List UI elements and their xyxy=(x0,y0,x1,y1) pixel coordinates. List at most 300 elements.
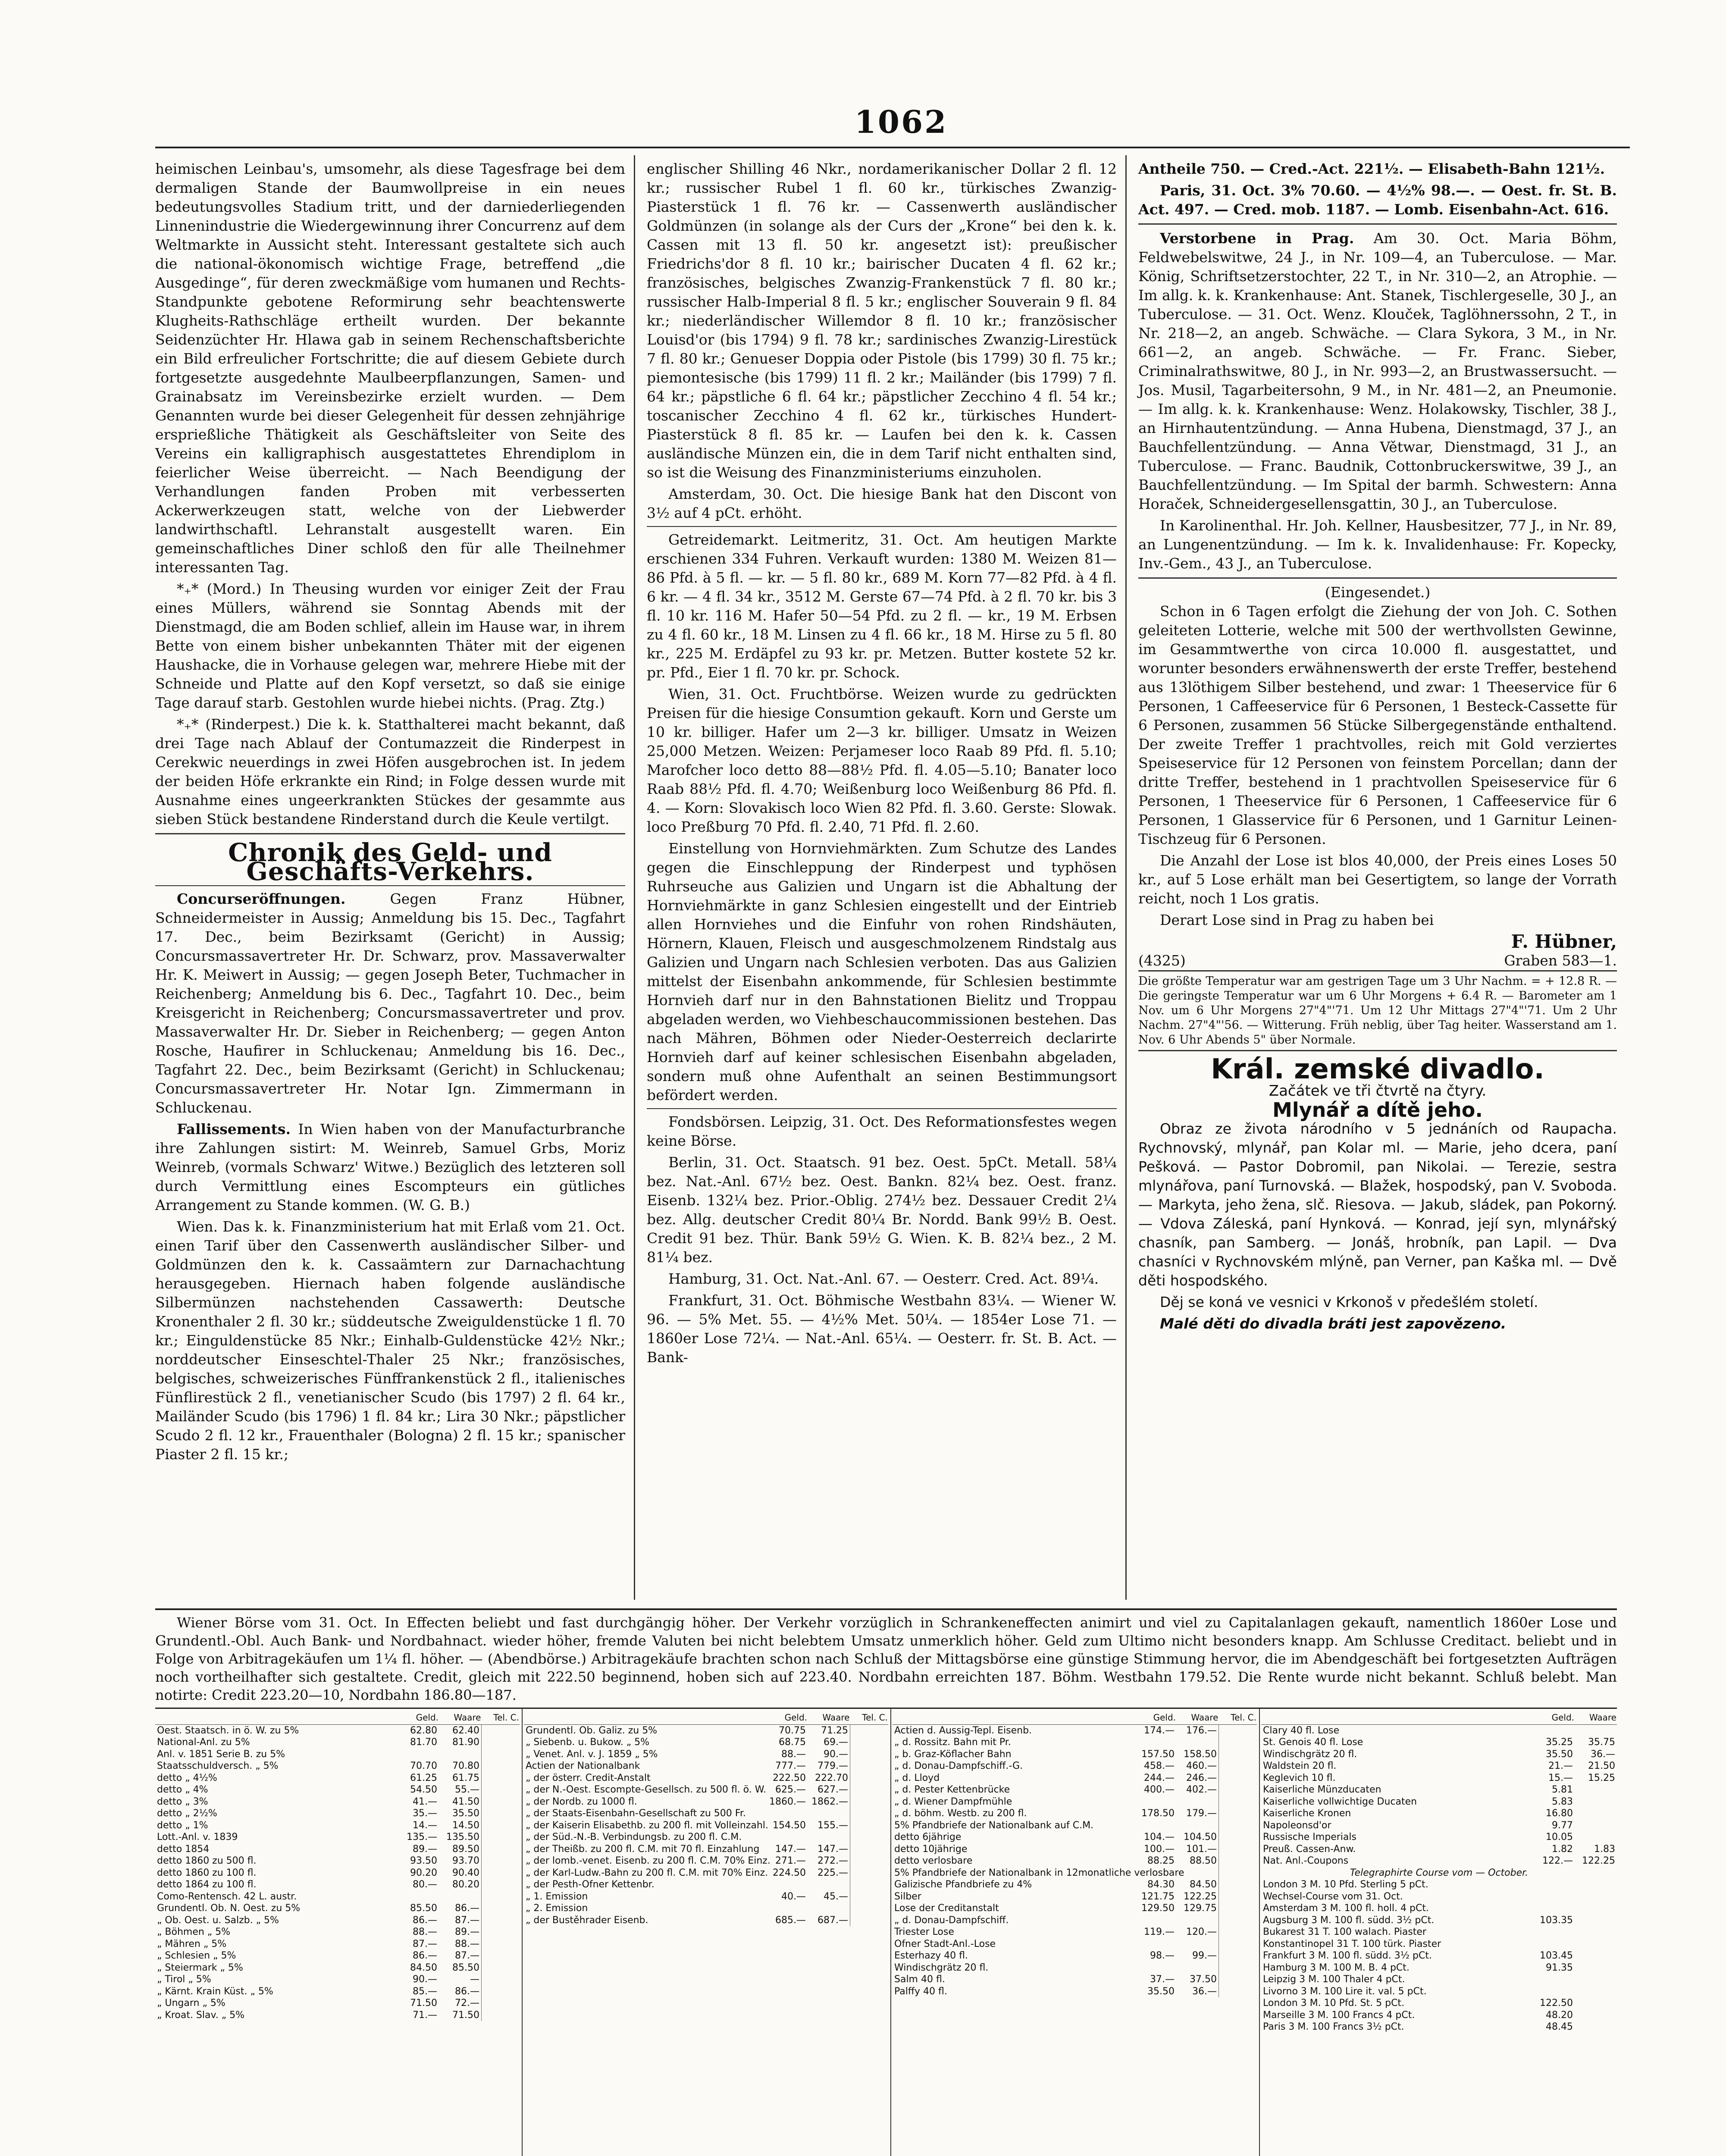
table-row xyxy=(524,1772,888,1784)
table-row xyxy=(524,1820,888,1832)
telegraph-cell xyxy=(1219,1962,1257,1974)
telegraph-cell xyxy=(1219,1772,1257,1784)
bid-price: 271.— xyxy=(775,1855,806,1866)
security-name: „ d. Lloyd xyxy=(894,1772,940,1783)
bid-price xyxy=(1134,1915,1176,1927)
bid-price: 86.— xyxy=(413,1950,437,1961)
security-name: „ d. Pester Kettenbrücke xyxy=(894,1784,1010,1795)
ask-price xyxy=(1575,1820,1617,1832)
table-row xyxy=(893,1843,1257,1855)
bid-price: 48.20 xyxy=(1546,2009,1573,2021)
security-name: „ der Staats-Eisenbahn-Gesellschaft zu 500 Fr. xyxy=(526,1808,746,1819)
column-divider xyxy=(634,155,635,1600)
ask-price: 222.70 xyxy=(815,1772,848,1783)
article-text: In Wien haben von der Manufacturbranche ihre Zahlungen sistirt: M. Weinreb, Samuel Grbs, Moriz Weinreb, (vormals Schwarz' Witwe.) Bezüglich des letzteren soll durch Vermittlung eines Escompteurs ein gütliches Arrangement zu Stande kommen. (W. G. B.) xyxy=(155,1121,625,1213)
article-paragraph: Getreidemarkt. Leitmeritz, 31. Oct. Am heutigen Markte erschienen 334 Fuhren. Verkauft wurden: 1380 M. Weizen 81—86 Pfd. à 5 fl. — kr. — 5 fl. 80 kr., 689 M. Korn 77—82 Pfd. à 4 fl. 6 kr. — 4 fl. 34 kr., 3512 M. Gerste 67—74 Pfd. à 2 fl. 70 kr. bis 3 fl. 10 kr. 116 M. Hafer 50—54 Pfd. zu 2 fl. — kr., 19 M. Erbsen zu 4 fl. 60 kr., 18 M. Linsen zu 4 fl. 66 kr., 18 M. Hirse zu 5 fl. 80 kr., 225 M. Erdäpfel zu 93 kr. pr. Metzen. Butter kostete 52 kr. pr. Pfd., Eier 1 fl. 70 kr. pr. Schock. xyxy=(647,531,1117,681)
table-row xyxy=(893,1796,1257,1808)
col-header-tel: Tel. C. xyxy=(482,1711,520,1724)
telegraph-cell xyxy=(850,1831,889,1843)
table-row xyxy=(1261,1772,1617,1784)
ask-price: 89.50 xyxy=(452,1843,479,1855)
security-name: „ d. böhm. Westb. zu 200 fl. xyxy=(894,1808,1027,1819)
security-name: detto 1860 zu 100 fl. xyxy=(157,1867,257,1878)
ask-price: 104.50 xyxy=(1184,1832,1217,1843)
telegraph-cell xyxy=(850,1879,889,1891)
article-paragraph: Antheile 750. — Cred.-Act. 221½. — Elisabeth-Bahn 121½. xyxy=(1138,160,1605,177)
subheading: Verstorbene in Prag. xyxy=(1160,230,1354,247)
bid-price: 80.— xyxy=(413,1879,437,1890)
telegraph-cell xyxy=(482,1796,520,1808)
telegraph-cell xyxy=(1219,1950,1257,1962)
table-row xyxy=(524,1891,888,1903)
bid-price: 685.— xyxy=(775,1915,806,1926)
col-header-tel: Tel. C. xyxy=(1219,1711,1257,1724)
col-header-geld: Geld. xyxy=(1134,1711,1176,1724)
table-row xyxy=(893,1760,1257,1772)
table-row xyxy=(1261,1784,1617,1796)
theatre-cast: Obraz ze života národního v 5 jednáních od Raupacha. Rychnovský, mlynář, pan Kolar ml. — Marie, jeho dcera, paní Pešková. — Pastor Dobromil, pan Nikolai. — Terezie, sestra mlynářova, paní Turnovská. — Blažek, hospodský, pan V. Svoboda. — Markyta, jeho žena, slč. Riesova. — Jakub, sládek, pan Pokorný. — Vdova Záleská, paní Hynková. — Konrad, její syn, mlynářský chasník, pan Samberg. — Jonáš, hrobník, pan Lapil. — Dva chasníci v Rychnovském mlýně, pan Verner, pan Kaška ml. — Dvě děti hospodského. xyxy=(1138,1120,1617,1289)
security-name: detto „ 4% xyxy=(157,1784,208,1795)
section-rule xyxy=(647,526,1117,527)
telegraph-cell xyxy=(1219,1784,1257,1796)
bid-price: 157.50 xyxy=(1141,1749,1175,1760)
telegraph-cell xyxy=(482,1772,520,1784)
telegraph-cell xyxy=(482,1879,520,1891)
telegraph-cell xyxy=(482,1926,520,1938)
security-name: Paris 3 M. 100 Francs 3½ pCt. xyxy=(1263,2021,1404,2032)
security-name: 5% Pfandbriefe der Nationalbank auf C.M. xyxy=(894,1820,1094,1831)
telegraph-cell xyxy=(1219,1749,1257,1761)
bid-price xyxy=(397,1749,439,1761)
ask-price xyxy=(1575,1915,1617,1927)
col-header-tel: Tel. C. xyxy=(850,1711,889,1724)
column-divider xyxy=(1125,155,1127,1600)
security-name: „ der Karl-Ludw.-Bahn zu 200 fl. C.M. mit 70% Einz. xyxy=(526,1867,768,1878)
security-name: „ Ob. Oest. u. Salzb. „ 5% xyxy=(157,1915,279,1926)
security-name: detto 1860 zu 500 fl. xyxy=(157,1855,257,1866)
ask-price: — xyxy=(470,1974,479,1985)
table-row xyxy=(893,1867,1257,1879)
ask-price: 147.— xyxy=(818,1843,848,1855)
ask-price: 89.— xyxy=(455,1927,479,1937)
telegraph-cell xyxy=(1219,1820,1257,1832)
table-row xyxy=(155,1926,520,1938)
security-name: „ Tirol „ 5% xyxy=(157,1974,211,1985)
advertiser-name: F. Hübner, xyxy=(1511,931,1617,952)
table-row xyxy=(524,1784,888,1796)
bid-price: 122.50 xyxy=(1540,1998,1573,2009)
ask-price: 86.— xyxy=(455,1903,479,1914)
bid-price: 5.81 xyxy=(1552,1784,1573,1795)
bid-price: 61.25 xyxy=(410,1772,437,1783)
table-row xyxy=(893,1772,1257,1784)
subheading: Concurseröffnungen. xyxy=(177,890,346,907)
section-rule xyxy=(1138,223,1617,225)
ask-price: 81.90 xyxy=(452,1737,479,1748)
ask-price: 71.50 xyxy=(452,2009,479,2021)
telegraph-cell xyxy=(1219,1902,1257,1915)
ask-price: 45.— xyxy=(824,1891,848,1902)
table-row xyxy=(155,1724,520,1736)
table-row xyxy=(155,1772,520,1784)
security-name: detto 1854 xyxy=(157,1843,210,1855)
security-name: detto „ 4½% xyxy=(157,1772,217,1783)
table-row xyxy=(1261,1997,1617,2009)
bid-price: 103.45 xyxy=(1540,1950,1573,1961)
telegraph-cell xyxy=(850,1772,889,1784)
table-row xyxy=(155,1749,520,1761)
bid-price: 71.— xyxy=(413,2009,437,2021)
security-name: „ Siebenb. u. Bukow. „ 5% xyxy=(526,1737,650,1748)
ask-price: 158.50 xyxy=(1184,1749,1217,1760)
bid-price: 91.35 xyxy=(1546,1962,1573,1973)
telegraph-cell xyxy=(1219,1724,1257,1736)
ask-price: 627.— xyxy=(818,1784,848,1795)
table-row xyxy=(1261,1902,1617,1915)
security-name: „ der lomb.-venet. Eisenb. zu 200 fl. C.M. 70% Einz. xyxy=(526,1855,771,1866)
telegraph-cell xyxy=(850,1760,889,1772)
security-name: Actien d. Aussig-Tepl. Eisenb. xyxy=(894,1725,1032,1736)
telegraph-cell xyxy=(850,1808,889,1820)
bid-price: 87.— xyxy=(413,1938,437,1949)
security-name: „ Kärnt. Krain Küst. „ 5% xyxy=(157,1986,273,1997)
bid-price: 48.45 xyxy=(1546,2021,1573,2032)
security-name: „ 2. Emission xyxy=(526,1903,588,1914)
telegraph-cell xyxy=(482,1950,520,1962)
bid-price: 104.— xyxy=(1144,1832,1175,1843)
bid-price: 70.75 xyxy=(779,1725,806,1736)
telegraph-cell xyxy=(850,1891,889,1903)
security-name: Staatsschuldversch. „ 5% xyxy=(157,1761,279,1771)
bid-price: 458.— xyxy=(1144,1761,1175,1771)
ask-price xyxy=(1575,2021,1617,2033)
ask-price: 14.50 xyxy=(452,1820,479,1831)
table-row xyxy=(155,1831,520,1843)
table-row xyxy=(1261,1808,1617,1820)
table-row xyxy=(1261,1879,1617,1891)
article-text: Am 30. Oct. Maria Böhm, Feldwebelswitwe, 24 J., in Nr. 109—4, an Tuberculose. — Mar. König, Schriftsetzerstochter, 22 T., in Nr. 310—2, an Atrophie. — Im allg. k. k. Krankenhause: Ant. Stanek, Tischlergeselle, 30 J., an Tuberculose. — 31. Oct. Wenz. Klouček, Taglöhnerssohn, 2 T., in Nr. 218—2, an angeb. Schwäche. — Clara Sykora, 3 M., in Nr. 661—2, an angeb. Schwäche. — Fr. Franc. Sieber, Criminalrathswitwe, 80 J., in Nr. 993—2, an Brustwassersucht. — Jos. Musil, Tagarbeitersohn, 9 M., in Nr. 481—2, an Pneumonie. — Im allg. k. k. Krankenhause: Wenz. Holakowsky, Tischler, 38 J., an Hirnhautentzündung. — Anna Hubena, Dienstmagd, 37 J., an Bauchfellentzündung. — Anna Větwar, Dienstmagd, 31 J., an Tuberculose. — Franc. Baudnik, Cottonbruckerswitwe, 39 J., an Bauchfellentzündung. — Im Spital der barmh. Schwestern: Anna Horaček, Schneidergesellensgattin, 30 J., an Tuberculose. xyxy=(1138,230,1617,512)
market-report xyxy=(155,1608,1617,1704)
bid-price: 68.75 xyxy=(779,1737,806,1748)
table-row xyxy=(155,1915,520,1927)
table-row xyxy=(893,1879,1257,1891)
bid-price: 21.— xyxy=(1548,1761,1573,1771)
security-name: „ der Süd.-N.-B. Verbindungsb. zu 200 fl. C.M. xyxy=(526,1832,742,1843)
bid-price: 147.— xyxy=(775,1843,806,1855)
bid-price: 84.30 xyxy=(1147,1879,1175,1890)
security-name: London 3 M. 10 Pfd. St. 5 pCt. xyxy=(1263,1998,1405,2009)
ask-price: 62.40 xyxy=(452,1725,479,1736)
ask-price xyxy=(1176,1796,1219,1808)
telegraph-cell xyxy=(850,1820,889,1832)
security-name: „ der Pesth-Ofner Kettenbr. xyxy=(526,1879,655,1890)
telegraph-cell xyxy=(482,1820,520,1832)
security-name: „ Steiermark „ 5% xyxy=(157,1962,243,1973)
table-row xyxy=(1261,2021,1617,2033)
table-row xyxy=(1261,1926,1617,1938)
weather-report: Die größte Temperatur war am gestrigen Tage um 3 Uhr Nachm. = + 12.8 R. — Die geringste Temperatur war um 6 Uhr Morgens + 6.4 R. — Barometer am 1 Nov. um 6 Uhr Morgens 27"4"'71. Um 12 Uhr Mittags 27"4"'71. Um 2 Uhr Nachm. 27"4"'56. — Witterung. Früh neblig, über Tag heiter. Wasserstand am 1. Nov. 6 Uhr Abends 5" über Normale. xyxy=(1138,970,1617,1051)
table-row xyxy=(155,1808,520,1820)
telegraph-cell xyxy=(1219,1926,1257,1938)
table-row xyxy=(893,1974,1257,1986)
ask-price xyxy=(439,1891,482,1903)
ask-price: 36.— xyxy=(1591,1749,1615,1760)
bid-price xyxy=(1134,1962,1176,1974)
table-row xyxy=(524,1915,888,1927)
advertiser-address: Graben 583—1. xyxy=(1504,952,1617,969)
ask-price xyxy=(1575,1938,1617,1950)
table-row xyxy=(524,1843,888,1855)
advertisement-text: Derart Lose sind in Prag zu haben bei xyxy=(1160,912,1434,928)
article-paragraph: englischer Shilling 46 Nkr., nordamerikanischer Dollar 2 fl. 12 kr.; russischer Rubel 1 fl. 60 kr., türkisches Zwanzig-Piasterstück 1 fl. 76 kr. — Cassenwerth ausländischer Goldmünzen (in solange als der Curs der „Krone“ bei den k. k. Cassen mit 13 fl. 50 kr. angesetzt ist): preußischer Friedrichs'dor 8 fl. 10 kr.; bairischer Ducaten 4 fl. 62 kr.; französisches, belgisches Zwanzig-Frankenstück 7 fl. 80 kr.; russischer Halb-Imperial 8 fl. 5 kr.; englischer Souverain 9 fl. 84 kr.; niederländischer Willemdor 8 fl. 10 kr.; französischer Louisd'or (bis 1794) 9 fl. 78 kr.; sardinisches Zwanzig-Lirestück 7 fl. 80 kr.; Genueser Doppia oder Pistole (bis 1799) 30 fl. 75 kr.; piemontesische (bis 1799) 11 fl. 2 kr.; Mailänder (bis 1799) 7 fl. 64 kr.; päpstliche 6 fl. 64 kr.; päpstlicher Zecchino 4 fl. 54 kr.; toscanischer Zecchino 4 fl. 62 kr., türkisches Hundert-Piasterstück 8 fl. 85 kr. — Laufen bei den k. k. Cassen ausländische Münzen ein, die in dem Tarif nicht enthalten sind, so ist die Weisung des Finanzministeriums einzuholen. xyxy=(647,160,1117,481)
ask-price: 93.70 xyxy=(452,1855,479,1866)
ask-price: 84.50 xyxy=(1190,1879,1217,1890)
table-row xyxy=(524,1902,888,1915)
bid-price: 224.50 xyxy=(773,1867,806,1878)
bid-price: 14.— xyxy=(413,1820,437,1831)
ask-price xyxy=(808,1808,850,1820)
security-name: Galizische Pfandbriefe zu 4% xyxy=(894,1879,1032,1890)
table-row xyxy=(1261,1962,1617,1974)
ask-price xyxy=(808,1831,850,1843)
security-name: Lose der Creditanstalt xyxy=(894,1903,999,1914)
table-row xyxy=(524,1736,888,1749)
ask-price xyxy=(1575,1974,1617,1986)
ask-price: 85.50 xyxy=(452,1962,479,1973)
telegraph-cell xyxy=(482,1749,520,1761)
table-row xyxy=(1261,1843,1617,1855)
ask-price xyxy=(439,1749,482,1761)
table-row xyxy=(524,1867,888,1879)
col-header-waare: Waare xyxy=(1176,1711,1219,1724)
table-row xyxy=(893,1986,1257,1998)
bid-price xyxy=(765,1808,808,1820)
bid-price: 85.50 xyxy=(410,1903,437,1914)
bid-price: 70.70 xyxy=(410,1761,437,1771)
ask-price xyxy=(1575,1796,1617,1808)
table-row xyxy=(155,1950,520,1962)
bid-price xyxy=(1532,1724,1575,1736)
table-divider xyxy=(1259,1709,1260,2156)
table-row xyxy=(155,1986,520,1998)
table-row xyxy=(1261,1736,1617,1749)
ask-price xyxy=(1575,1879,1617,1891)
quote-table-3 xyxy=(893,1711,1257,2156)
subheading: Fallissements. xyxy=(177,1121,291,1138)
ask-price: 129.75 xyxy=(1184,1903,1217,1914)
ask-price: 779.— xyxy=(818,1761,848,1771)
security-name: detto verlosbare xyxy=(894,1855,973,1866)
table-row xyxy=(155,1879,520,1891)
telegraph-cell xyxy=(1219,1867,1257,1879)
ask-price xyxy=(1575,1831,1617,1843)
quote-table-1 xyxy=(155,1711,520,2156)
security-name: National-Anl. zu 5% xyxy=(157,1737,250,1748)
telegraph-cell xyxy=(1219,1855,1257,1867)
telegraph-cell xyxy=(1219,1796,1257,1808)
security-name: Grundentl. Ob. N. Oest. zu 5% xyxy=(157,1903,301,1914)
table-divider xyxy=(890,1709,891,2156)
bid-price: 178.50 xyxy=(1141,1808,1175,1819)
telegraph-cell xyxy=(482,2009,520,2021)
table-row xyxy=(155,1820,520,1832)
table-row xyxy=(524,1831,888,1843)
ask-price: 1862.— xyxy=(811,1796,848,1807)
security-name: „ b. Graz-Köflacher Bahn xyxy=(894,1749,1012,1760)
theatre-note: Děj se koná ve vesnici v Krkonoš v předešlém století. xyxy=(1160,1294,1538,1310)
article-paragraph: *₊* (Mord.) In Theusing wurden vor einiger Zeit der Frau eines Müllers, während sie Sonntag Abends mit der Dienstmagd, die am Boden schlief, allein im Hause war, in ihrem Bette von einem bisher unbekannten Thäter mit der eigenen Haushacke, die in Vorhause gelegen war, mehrere Hiebe mit der Schneide und Platte auf den Kopf versetzt, so daß sie einige Tage darauf starb. Gestohlen wurde hiebei nichts. (Prag. Ztg.) xyxy=(155,580,625,711)
security-name: Salm 40 fl. xyxy=(894,1974,945,1985)
security-name: Silber xyxy=(894,1891,921,1902)
telegraph-cell xyxy=(482,1867,520,1879)
security-name: 5% Pfandbriefe der Nationalbank in 12monatliche verlosbare xyxy=(894,1867,1184,1878)
security-name: „ d. Donau-Dampfschiff.-G. xyxy=(894,1761,1023,1771)
ask-price xyxy=(1176,1938,1219,1950)
table-row xyxy=(1261,1820,1617,1832)
telegraph-cell xyxy=(482,1831,520,1843)
quote-table-2 xyxy=(524,1711,888,2156)
table-row xyxy=(155,1736,520,1749)
table-row xyxy=(893,1784,1257,1796)
ask-price xyxy=(808,1902,850,1915)
security-name: Clary 40 fl. Lose xyxy=(1263,1725,1340,1736)
column-2 xyxy=(647,160,1117,1591)
bid-price: 777.— xyxy=(775,1761,806,1771)
security-name: „ der Nordb. zu 1000 fl. xyxy=(526,1796,637,1807)
security-name: detto 10jährige xyxy=(894,1843,968,1855)
security-name: Palffy 40 fl. xyxy=(894,1986,947,1997)
security-name: Konstantinopel 31 T. 100 türk. Piaster xyxy=(1263,1938,1441,1949)
ad-number: (4325) xyxy=(1138,952,1186,969)
telegraph-cell xyxy=(1219,1986,1257,1998)
bid-price xyxy=(397,1891,439,1903)
table-row xyxy=(155,2009,520,2021)
ask-price xyxy=(808,1879,850,1891)
security-name: Actien der Nationalbank xyxy=(526,1761,640,1771)
table-row xyxy=(155,1760,520,1772)
table-divider xyxy=(522,1709,523,2156)
bid-price: 88.— xyxy=(781,1749,806,1760)
table-row xyxy=(893,1950,1257,1962)
bid-price: 625.— xyxy=(775,1784,806,1795)
bid-price: 154.50 xyxy=(773,1820,806,1831)
ask-price: 155.— xyxy=(818,1820,848,1831)
telegraph-cell xyxy=(850,1736,889,1749)
telegraph-cell xyxy=(482,1962,520,1974)
ask-price: 687.— xyxy=(818,1915,848,1926)
telegraph-cell xyxy=(850,1902,889,1915)
ask-price: 246.— xyxy=(1186,1772,1217,1783)
bid-price xyxy=(1532,1879,1575,1891)
table-row xyxy=(524,1855,888,1867)
security-name: Kaiserliche vollwichtige Ducaten xyxy=(1263,1796,1417,1807)
article-paragraph: Hamburg, 31. Oct. Nat.-Anl. 67. — Oesterr. Cred. Act. 89¼. xyxy=(668,1270,1099,1287)
ask-price: 87.— xyxy=(455,1915,479,1926)
column-1 xyxy=(155,160,625,1591)
ask-price xyxy=(1176,1915,1219,1927)
security-name: Grundentl. Ob. Galiz. zu 5% xyxy=(526,1725,658,1736)
eingesendet-label: (Eingesendet.) xyxy=(1325,584,1431,601)
telegraph-cell xyxy=(482,1843,520,1855)
bid-price: 9.77 xyxy=(1552,1820,1573,1831)
ask-price: 71.25 xyxy=(821,1725,848,1736)
telegraph-cell xyxy=(1219,1915,1257,1927)
telegraph-cell xyxy=(850,1749,889,1761)
article-paragraph: *₊* (Rinderpest.) Die k. k. Statthalterei macht bekannt, daß drei Tage nach Ablauf der Contumazzeit die Rinderpest in Cerekwic neuerdings in zwei Höfen ausgebrochen ist. In jedem der beiden Höfe erkrankte ein Rind; in Folge dessen wurde mit Ausnahme eines ungeerkrankten Stückes der gesammte aus sieben Stück bestandene Rinderstand durch die Keule vertilgt. xyxy=(155,716,625,827)
security-name: Waldstein 20 fl. xyxy=(1263,1761,1337,1771)
ask-price: 37.50 xyxy=(1190,1974,1217,1985)
article-paragraph: Frankfurt, 31. Oct. Böhmische Westbahn 83¼. — Wiener W. 96. — 5% Met. 55. — 4½% Met. 50¼. — 1854er Lose 71. — 1860er Lose 72¼. — Nat.-Anl. 65¼. — Oesterr. fr. St. B. Act. — Bank- xyxy=(647,1292,1117,1366)
ask-price: 70.80 xyxy=(452,1761,479,1771)
article-paragraph: Wien. Das k. k. Finanzministerium hat mit Erlaß vom 21. Oct. einen Tarif über den Cassenwerth ausländischer Silber- und Goldmünzen den k. k. Cassaämtern zur Darnachachtung herausgegeben. Hiernach haben folgende ausländische Silbermünzen nachstehenden Cassawerth: Deutsche Kronenthaler 2 fl. 30 kr.; süddeutsche Zweiguldenstücke 1 fl. 70 kr.; Einguldenstücke 85 Nkr.; Einhalb-Guldenstücke 42½ Nkr.; norddeutscher Einseschtel-Thaler 25 Nkr.; französisches, belgisches, schweizerisches Fünffrankenstück 2 fl., italienisches Fünflirestück 2 fl., venetianischer Scudo (bis 1797) 2 fl. 64 kr., Mailänder Scudo (bis 1796) 1 fl. 84 kr.; Lira 30 Nkr.; päpstlicher Scudo 2 fl. 12 kr., Frauenthaler (Bologna) 2 fl. 15 kr.; spanischer Piaster 2 fl. 15 kr.; xyxy=(155,1218,625,1463)
ask-price xyxy=(1575,1926,1617,1938)
table-row xyxy=(155,1997,520,2009)
theatre-warning: Malé děti do divadla bráti jest zapovězeno. xyxy=(1160,1315,1507,1332)
telegraph-cell xyxy=(1219,1879,1257,1891)
telegraph-cell xyxy=(482,1974,520,1986)
bid-price: 35.— xyxy=(413,1808,437,1819)
security-name: „ der Bustěhrader Eisenb. xyxy=(526,1915,648,1926)
bid-price xyxy=(1134,1820,1176,1832)
security-name: Preuß. Cassen-Anw. xyxy=(1263,1843,1356,1855)
bid-price: 16.80 xyxy=(1546,1808,1573,1819)
bid-price xyxy=(765,1902,808,1915)
bid-price xyxy=(1532,1891,1575,1903)
ask-price: 122.25 xyxy=(1582,1855,1615,1866)
table-row xyxy=(524,1724,888,1736)
exchange-tables xyxy=(155,1708,1617,2156)
ask-price: 15.25 xyxy=(1588,1772,1615,1783)
telegraph-cell xyxy=(482,1784,520,1796)
ask-price: 120.— xyxy=(1186,1927,1217,1937)
table-row xyxy=(893,1891,1257,1903)
section-rule xyxy=(1138,577,1617,579)
bid-price xyxy=(1134,1736,1176,1749)
table-row xyxy=(1261,1855,1617,1867)
ask-price xyxy=(1575,1962,1617,1974)
security-name: „ d. Rossitz. Bahn mit Pr. xyxy=(894,1737,1011,1748)
ask-price xyxy=(1575,1950,1617,1962)
security-name: Marseille 3 M. 100 Francs 4 pCt. xyxy=(1263,2009,1415,2021)
security-name: London 3 M. 10 Pfd. Sterling 5 pCt. xyxy=(1263,1879,1428,1890)
bid-price: 90.— xyxy=(413,1974,437,1985)
table-row xyxy=(893,1902,1257,1915)
bid-price: 35.50 xyxy=(1147,1986,1175,1997)
bid-price: 88.— xyxy=(413,1927,437,1937)
telegraph-cell xyxy=(850,1867,889,1879)
ask-price xyxy=(1176,1962,1219,1974)
security-name: Amsterdam 3 M. 100 fl. holl. 4 pCt. xyxy=(1263,1903,1429,1914)
ask-price xyxy=(1575,1724,1617,1736)
bid-price xyxy=(1134,1938,1176,1950)
bid-price: 81.70 xyxy=(410,1737,437,1748)
security-name: „ Kroat. Slav. „ 5% xyxy=(157,2009,245,2021)
telegraph-cell xyxy=(482,1915,520,1927)
bid-price: 5.83 xyxy=(1552,1796,1573,1807)
security-name: detto 6jährige xyxy=(894,1832,962,1843)
ask-price: 460.— xyxy=(1186,1761,1217,1771)
table-row xyxy=(155,1938,520,1950)
security-name: „ Venet. Anl. v. J. 1859 „ 5% xyxy=(526,1749,658,1760)
security-name: „ Schlesien „ 5% xyxy=(157,1950,236,1961)
table-row xyxy=(893,1915,1257,1927)
security-name: „ Mähren „ 5% xyxy=(157,1938,227,1949)
ask-price: 225.— xyxy=(818,1867,848,1878)
table-row xyxy=(1261,1938,1617,1950)
col-header-geld: Geld. xyxy=(1532,1711,1575,1724)
article-paragraph: Amsterdam, 30. Oct. Die hiesige Bank hat den Discont von 3½ auf 4 pCt. erhöht. xyxy=(647,486,1117,521)
bid-price: 135.— xyxy=(407,1832,437,1843)
